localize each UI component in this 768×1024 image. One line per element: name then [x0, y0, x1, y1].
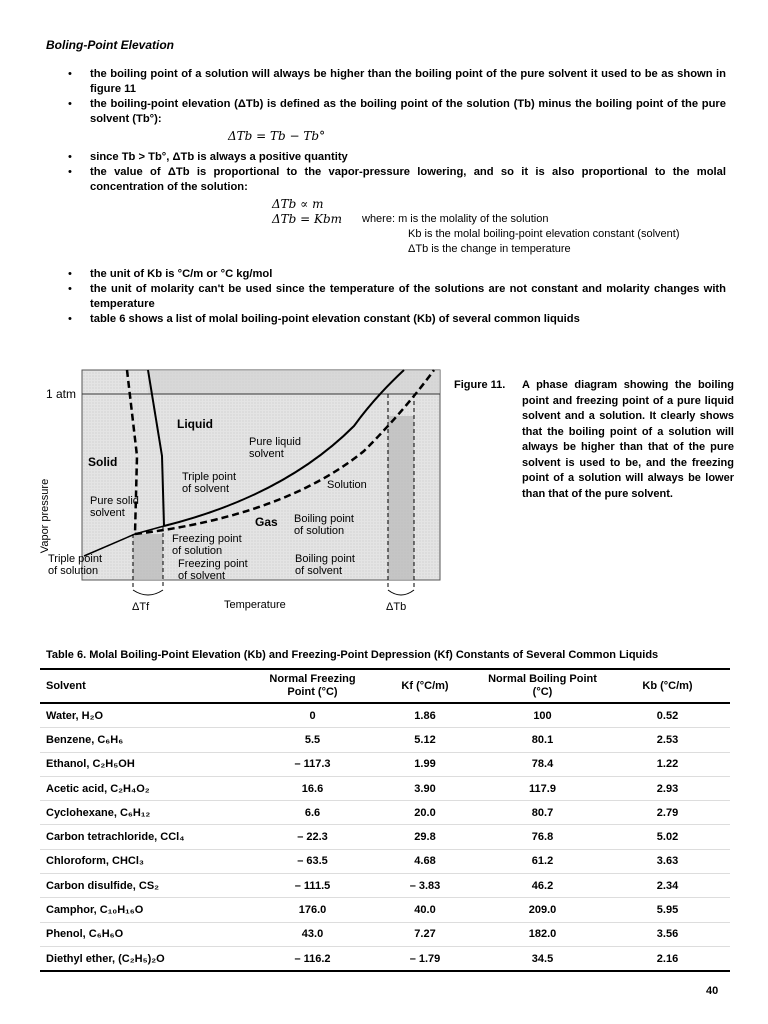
- cell-boiling-point: 80.1: [480, 728, 605, 752]
- equation-definition: ΔTb = Tb − Tb°: [228, 129, 326, 143]
- cell-kb: 2.53: [605, 728, 730, 752]
- label-solution: Solution: [327, 479, 367, 491]
- cell-solvent: Chloroform, CHCl₃: [40, 849, 255, 873]
- table-title: Table 6. Molal Boiling-Point Elevation (Kb) and Freezing-Point Depression (Kf) Constants of Several Common Liquids: [46, 649, 659, 661]
- caption-text: A phase diagram showing the boiling point and freezing point of a pure liquid solvent and a solution. It clearly shows that the boiling point of a solution will always be higher than that of the pure solvent is used to be, and the freezing point of a solution will always be lower than that of the pure solvent.: [522, 379, 734, 500]
- cell-kf: 5.12: [370, 728, 480, 752]
- label-bp-solution: Boiling point: [294, 513, 354, 525]
- figure-caption: [454, 378, 734, 502]
- equation-proportional: ΔTb ∝ m: [272, 197, 324, 211]
- table-row: [40, 703, 730, 728]
- cell-kb: 5.02: [605, 825, 730, 849]
- where-kb: Kb is the molal boiling-point elevation constant (solvent): [408, 228, 680, 240]
- bullet-list: [46, 67, 726, 327]
- cell-boiling-point: 76.8: [480, 825, 605, 849]
- label-pure-liquid: Pure liquid: [249, 436, 301, 448]
- cell-solvent: Ethanol, C₂H₅OH: [40, 752, 255, 776]
- cell-boiling-point: 78.4: [480, 752, 605, 776]
- phase-diagram-figure: [39, 366, 444, 616]
- table-row: [40, 801, 730, 825]
- cell-freezing-point: – 117.3: [255, 752, 370, 776]
- label-fp-solvent-2: of solvent: [178, 570, 226, 582]
- cell-freezing-point: 43.0: [255, 922, 370, 946]
- table-row: [40, 922, 730, 946]
- label-triple-solution: Triple point: [48, 553, 103, 565]
- label-triple-solution-2: of solution: [48, 565, 99, 577]
- cell-kb: 1.22: [605, 752, 730, 776]
- cell-solvent: Cyclohexane, C₆H₁₂: [40, 801, 255, 825]
- label-gas: Gas: [255, 515, 278, 529]
- cell-freezing-point: 176.0: [255, 898, 370, 922]
- cell-solvent: Carbon tetrachloride, CCl₄: [40, 825, 255, 849]
- cell-solvent: Water, H₂O: [40, 703, 255, 728]
- label-triple-solvent: Triple point: [182, 471, 237, 483]
- cell-boiling-point: 61.2: [480, 849, 605, 873]
- cell-kb: 2.93: [605, 776, 730, 800]
- constants-table: [40, 668, 730, 972]
- cell-solvent: Diethyl ether, (C₂H₅)₂O: [40, 946, 255, 971]
- table-row: [40, 776, 730, 800]
- cell-freezing-point: – 63.5: [255, 849, 370, 873]
- cell-solvent: Acetic acid, C₂H₄O₂: [40, 776, 255, 800]
- cell-boiling-point: 100: [480, 703, 605, 728]
- cell-boiling-point: 46.2: [480, 874, 605, 898]
- cell-kf: 7.27: [370, 922, 480, 946]
- cell-kf: 4.68: [370, 849, 480, 873]
- header-solvent: Solvent: [40, 669, 255, 703]
- cell-kb: 2.79: [605, 801, 730, 825]
- cell-freezing-point: 0: [255, 703, 370, 728]
- cell-boiling-point: 34.5: [480, 946, 605, 971]
- cell-freezing-point: 6.6: [255, 801, 370, 825]
- bullet-boiling-higher: • the boiling point of a solution will always be higher than the boiling point of the pure solvent it used to be as shown in figure 11: [46, 67, 726, 97]
- header-kb: Kb (°C/m): [605, 669, 730, 703]
- cell-solvent: Phenol, C₆H₆O: [40, 922, 255, 946]
- label-bp-solution-2: of solution: [294, 525, 345, 537]
- cell-freezing-point: 16.6: [255, 776, 370, 800]
- cell-boiling-point: 209.0: [480, 898, 605, 922]
- cell-boiling-point: 117.9: [480, 776, 605, 800]
- label-delta-tb: ΔTb: [386, 601, 407, 613]
- label-pure-solid-2: solvent: [90, 507, 125, 519]
- table-row: [40, 874, 730, 898]
- label-fp-solution: Freezing point: [172, 533, 242, 545]
- header-kf: Kf (°C/m): [370, 669, 480, 703]
- cell-freezing-point: 5.5: [255, 728, 370, 752]
- where-delta-t: ΔTb is the change in temperature: [408, 243, 571, 255]
- label-1atm: 1 atm: [46, 387, 77, 401]
- header-freezing-point: Normal Freezing Point (°C): [255, 669, 370, 703]
- section-title: Boling-Point Elevation: [46, 38, 174, 52]
- cell-solvent: Camphor, C₁₀H₁₆O: [40, 898, 255, 922]
- bullet-positive-quantity: • since Tb > Tb°, ΔTb is always a positive quantity: [46, 150, 726, 165]
- table-row: [40, 898, 730, 922]
- table-row: [40, 849, 730, 873]
- cell-kf: – 1.79: [370, 946, 480, 971]
- cell-kf: 29.8: [370, 825, 480, 849]
- table-row: [40, 825, 730, 849]
- cell-kf: 1.86: [370, 703, 480, 728]
- header-boiling-point: Normal Boiling Point (°C): [480, 669, 605, 703]
- bullet-proportional: • the value of ΔTb is proportional to the vapor-pressure lowering, and so it is also proportional to the molal concentration of the solution:: [46, 165, 726, 195]
- cell-solvent: Carbon disulfide, CS₂: [40, 874, 255, 898]
- proportionality-block: [46, 197, 726, 257]
- label-bp-solvent: Boiling point: [295, 553, 355, 565]
- shade-freezing-region: [133, 534, 163, 580]
- cell-freezing-point: – 111.5: [255, 874, 370, 898]
- bracket-delta-tf: [133, 590, 163, 595]
- bracket-delta-tb: [388, 590, 414, 595]
- label-bp-solvent-2: of solvent: [295, 565, 343, 577]
- table-header-row: [40, 669, 730, 703]
- label-vapor-pressure: Vapor pressure: [39, 478, 51, 554]
- cell-kb: 2.16: [605, 946, 730, 971]
- label-pure-solid: Pure solid: [90, 495, 139, 507]
- cell-kf: 3.90: [370, 776, 480, 800]
- cell-kb: 3.63: [605, 849, 730, 873]
- cell-freezing-point: – 22.3: [255, 825, 370, 849]
- cell-kb: 3.56: [605, 922, 730, 946]
- cell-kf: 40.0: [370, 898, 480, 922]
- cell-kf: 1.99: [370, 752, 480, 776]
- label-temperature: Temperature: [224, 599, 286, 611]
- cell-kb: 0.52: [605, 703, 730, 728]
- cell-boiling-point: 182.0: [480, 922, 605, 946]
- cell-kb: 5.95: [605, 898, 730, 922]
- table-row: [40, 946, 730, 971]
- label-liquid: Liquid: [177, 417, 213, 431]
- table-row: [40, 752, 730, 776]
- label-fp-solvent: Freezing point: [178, 558, 248, 570]
- bullet-molarity: • the unit of molarity can't be used since the temperature of the solutions are not constant and molarity changes with temperature: [46, 282, 726, 312]
- where-molality: where: m is the molality of the solution: [362, 213, 549, 225]
- cell-boiling-point: 80.7: [480, 801, 605, 825]
- cell-kf: – 3.83: [370, 874, 480, 898]
- bullet-elevation-definition: • the boiling-point elevation (ΔTb) is defined as the boiling point of the solution (Tb) minus the boiling point of the pure solvent (Tb°):: [46, 97, 726, 127]
- label-solid: Solid: [88, 455, 118, 469]
- caption-label: Figure 11.: [454, 379, 506, 391]
- table-row: [40, 728, 730, 752]
- label-delta-tf: ΔTf: [132, 601, 150, 613]
- page-number: 40: [706, 985, 719, 997]
- cell-kf: 20.0: [370, 801, 480, 825]
- equation-kb: ΔTb = Kbm: [272, 212, 343, 226]
- shade-boiling-region: [388, 416, 414, 580]
- shade-upper-band: [148, 370, 440, 394]
- bullet-kb-unit: • the unit of Kb is °C/m or °C kg/mol: [46, 267, 726, 282]
- cell-solvent: Benzene, C₆H₆: [40, 728, 255, 752]
- bullet-table-reference: • table 6 shows a list of molal boiling-point elevation constant (Kb) of several common liquids: [46, 312, 726, 327]
- label-fp-solution-2: of solution: [172, 545, 223, 557]
- cell-freezing-point: – 116.2: [255, 946, 370, 971]
- label-pure-liquid-2: solvent: [249, 448, 284, 460]
- label-triple-solvent-2: of solvent: [182, 483, 230, 495]
- cell-kb: 2.34: [605, 874, 730, 898]
